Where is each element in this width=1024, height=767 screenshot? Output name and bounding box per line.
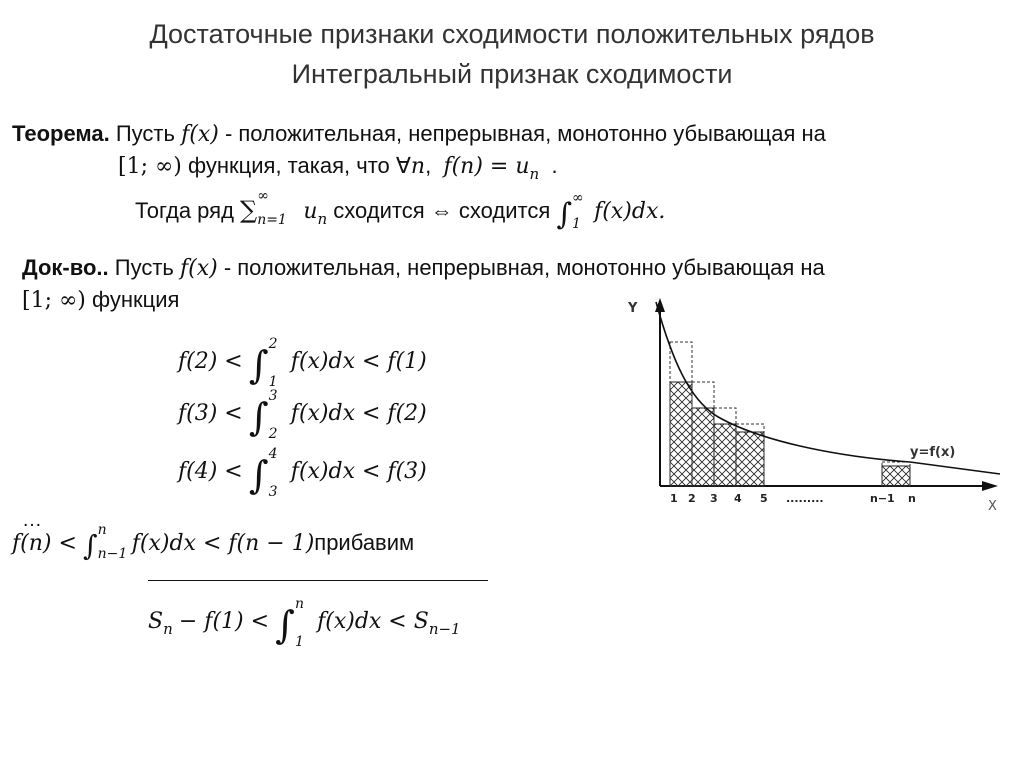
theorem-line2 [118, 152, 558, 188]
integral-upper: n [294, 596, 305, 612]
integral-upper: 3 [268, 388, 278, 404]
integral-lower: 1 [572, 216, 581, 232]
integral-lower: 2 [268, 426, 278, 442]
series-term-sub: n [317, 210, 328, 228]
add-word: прибавим [314, 530, 415, 555]
inequality-1 [178, 336, 427, 390]
sum-upper: ∞ [257, 188, 269, 204]
tick-label: 4 [734, 492, 742, 505]
integral-upper: n [97, 522, 107, 538]
theorem-text: функция, такая, что ∀ [188, 153, 411, 178]
x-axis-label: X [988, 499, 997, 514]
theorem-text: сходится ⇔ сходится [333, 198, 551, 223]
proof-label: Док-во.. [22, 255, 109, 280]
theorem-interval: [1; ∞) [118, 154, 182, 179]
proof-text: Пусть [114, 255, 174, 280]
proof-line1 [22, 254, 825, 283]
result-sn-sub: n [163, 620, 173, 638]
ineq-left: f(2) < [178, 349, 243, 374]
ineq-left: f(4) < [178, 459, 243, 484]
result-rest: f(x)dx < S [317, 609, 429, 634]
tick-label: n−1 [870, 492, 895, 505]
sum-rule [148, 580, 488, 581]
integral-sign: ∫ [556, 197, 573, 232]
integral-sign: ∫ [248, 395, 269, 439]
result-inequality [148, 596, 461, 650]
theorem-label: Теорема. [12, 121, 110, 146]
ineq-rest: f(x)dx < f(3) [290, 459, 427, 484]
tick-label: n [908, 492, 916, 505]
theorem-dot: . [551, 153, 558, 178]
inscribed-rect [882, 466, 910, 486]
integral-lower: 1 [294, 634, 304, 650]
curve-label: y=f(x) [910, 445, 956, 460]
integral-lower: 3 [268, 484, 278, 500]
integral-sign: ∫ [275, 603, 295, 647]
ineq-rest: f(x)dx < f(2) [290, 401, 427, 426]
integral-lower: 1 [268, 374, 278, 390]
theorem-text: Пусть [115, 121, 175, 146]
inscribed-rect [714, 424, 736, 486]
inequality-n [12, 522, 415, 562]
vertical-dots: … [22, 509, 42, 531]
tick-label: 2 [688, 492, 696, 505]
theorem-u-sub: n [529, 165, 540, 183]
ineq-left: f(3) < [178, 401, 243, 426]
theorem-integrand: f(x)dx. [594, 199, 666, 224]
inequality-2 [178, 388, 427, 442]
theorem-text: Тогда ряд [135, 198, 234, 223]
y-axis-label: Y [628, 301, 638, 316]
result-sn: S [148, 609, 164, 634]
integral-upper: ∞ [572, 190, 584, 206]
x-axis-arrow [982, 481, 998, 491]
integral-sign: ∫ [248, 453, 269, 497]
integral-upper: 2 [268, 336, 278, 352]
tick-label: 5 [760, 492, 768, 505]
proof-text: - положительная, непрерывная, монотонно убывающая на [223, 255, 825, 280]
tick-label: 1 [670, 492, 678, 505]
ineq-rest: f(x)dx < f(n − 1) [131, 531, 315, 556]
proof-text: функция [92, 287, 180, 312]
tick-ellipsis: ......... [786, 492, 824, 505]
theorem-line1 [12, 120, 826, 149]
integral-test-graph [610, 290, 1010, 520]
slide-title-line1: Достаточные признаки сходимости положительных рядов [149, 19, 875, 49]
tick-label: 3 [710, 492, 718, 505]
inequality-3 [178, 446, 427, 500]
ineq-rest: f(x)dx < f(1) [290, 349, 427, 374]
proof-line2 [22, 286, 179, 315]
theorem-fx: f(x) [181, 122, 219, 147]
ineq-left: f(n) < [12, 531, 77, 556]
proof-interval: [1; ∞) [22, 288, 86, 313]
integral-lower: n−1 [97, 546, 128, 562]
series-term: u [303, 199, 318, 224]
result-sn1-sub: n−1 [428, 620, 461, 638]
sum-sign: ∑ [240, 196, 258, 224]
sum-lower: n=1 [257, 212, 287, 228]
theorem-comma: , [425, 153, 432, 178]
theorem-n: n [410, 154, 426, 179]
inscribed-rect [736, 432, 764, 486]
theorem-text: - положительная, непрерывная, монотонно убывающая на [224, 121, 826, 146]
inscribed-rect [670, 382, 692, 486]
theorem-fn-eq: f(n) = u [443, 154, 530, 179]
inscribed-rect [692, 408, 714, 486]
integral-sign: ∫ [248, 343, 269, 387]
slide-title-line2: Интегральный признак сходимости [291, 59, 733, 89]
integral-sign: ∫ [83, 529, 98, 562]
proof-fx: f(x) [179, 256, 218, 281]
theorem-line3 [135, 188, 666, 233]
result-left: − f(1) < [178, 609, 270, 634]
integral-upper: 4 [268, 446, 278, 462]
